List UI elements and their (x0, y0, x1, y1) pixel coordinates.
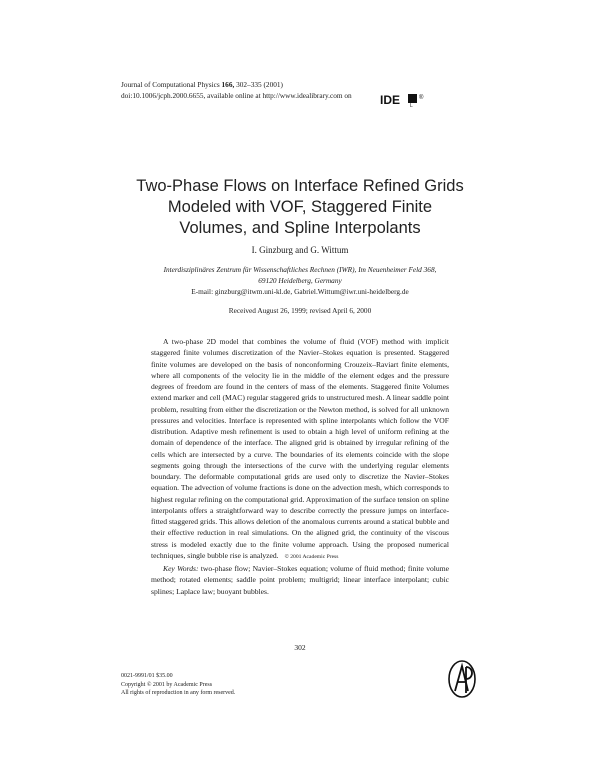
academic-press-logo (446, 657, 478, 703)
copyright-note: © 2001 Academic Press (284, 553, 339, 560)
citation-line: Journal of Computational Physics 166, 302–335 (2001) (121, 80, 283, 89)
keywords-text: two-phase flow; Navier–Stokes equation; volume of fluid method; finite volume method; rotated elements; saddle point problem; multigrid; linear interface interpolant; cubic splines; Laplace law; buoyant bubbles. (151, 564, 449, 596)
paper-title (90, 176, 510, 239)
footer-line: All rights of reproduction in any form reserved. (121, 690, 236, 696)
email-line[interactable]: E-mail: ginzburg@itwm.uni-kl.de, Gabriel.Wittum@iwr.uni-heidelberg.de (191, 287, 409, 296)
keywords-label: Key Words: (163, 564, 199, 573)
keywords (151, 563, 449, 597)
ideal-logo (380, 92, 430, 108)
title-line: Volumes, and Spline Interpolants (179, 219, 421, 237)
footer-line: Copyright © 2001 by Academic Press (121, 681, 213, 688)
footer-line: 0021-9991/01 $35.00 (121, 673, 173, 679)
title-line: Modeled with VOF, Staggered Finite (167, 198, 433, 216)
authors: I. Ginzburg and G. Wittum (251, 245, 349, 255)
title-line: Two-Phase Flows on Interface Refined Grids (136, 177, 464, 195)
received-dates: Received August 26, 1999; revised April 6, 2000 (228, 306, 372, 315)
abstract (151, 336, 449, 597)
affiliation-line: Interdisziplinäres Zentrum für Wissenschaftliches Rechnen (IWR), Im Neuenheimer Feld 368, (163, 265, 437, 274)
affiliation (100, 264, 500, 297)
page-number: 302 (294, 643, 306, 652)
abstract-text: A two-phase 2D model that combines the volume of fluid (VOF) method with implicit staggered finite volumes discretization of the Navier–Stokes equation is presented. Staggered finite volumes are developed on the basis of nonconforming Crouzeix–Raviart finite elements, where all components of the velocity lie in the middle of the element edges and the pressure degrees of freedom are found in the centers of mass of the elements. Staggered finite Volumes extend marker and cell (MAC) regular staggered grids to unstructured mesh. A linear saddle point problem, resulting from either the discretization or the Newton method, is solved for all unknown pressures and velocities. Interface is represented with spline interpolants which follow the VOF distribution. Adaptive mesh refinement is used to obtain a high level of uniform refining at the domain of dependence of the interface. The aligned grid is obtained by irregular refining of the cells which are intersected by a curve. The boundaries of its elements coincide with the slope segments going through the intersections of the curve with the underlying regular elements boundary. The deformable computational grids are used only to discretize the Navier–Stokes equation. The advection of volume fractions is done on the advection mesh, which corresponds to highest regular refining on the computational grid. Approximation of the surface tension on spline interpolants offers a straightforward way to describe correctly the pressure jumps on interface-fitted staggered grids. This allows deletion of the anomalous currents around a statical bubble and their effective reduction in real simulations. On the aligned grid, the continuity of the viscous stress is modeled exactly due to the finite volume approach. Using the proposed numerical techniques, single bubble rise is analyzed. © 2001 Academic Press (151, 337, 449, 560)
affiliation-line: 69120 Heidelberg, Germany (258, 276, 342, 285)
doi-line[interactable]: doi:10.1006/jcph.2000.6655, available online at http://www.idealibrary.com on (121, 91, 352, 100)
svg-text:L: L (410, 103, 413, 108)
journal-header (121, 79, 352, 101)
copyright-footer (121, 672, 235, 698)
ideal-logo-sup: ® (419, 95, 424, 101)
ideal-logo-text: IDE (380, 93, 401, 107)
